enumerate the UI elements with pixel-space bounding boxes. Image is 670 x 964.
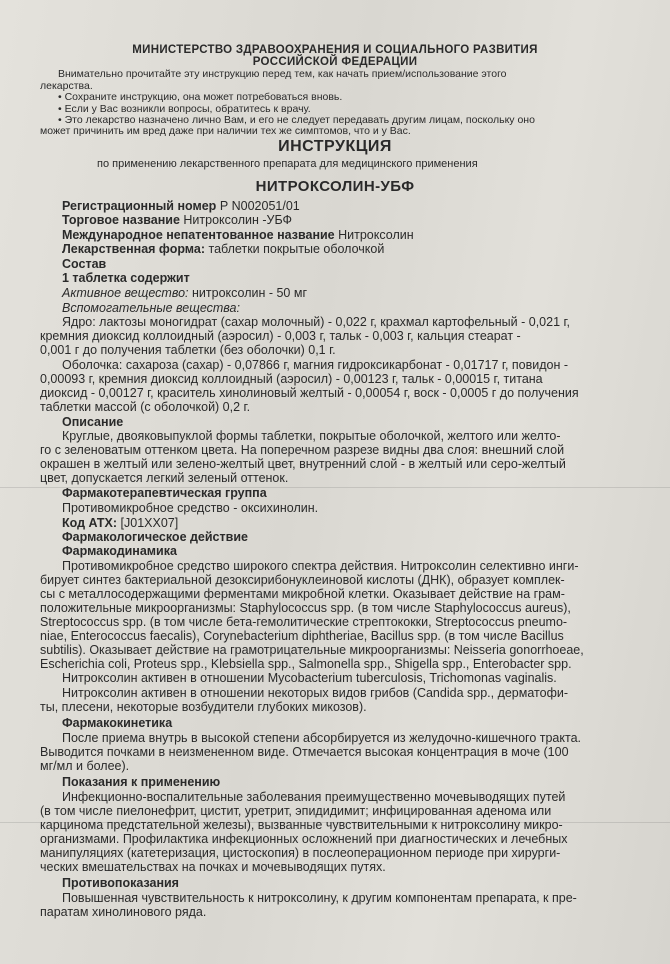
pharm-action-heading-text: Фармакологическое действие bbox=[62, 530, 248, 544]
notice-bullet: • Это лекарство назначено лично Вам, и его не следует передавать другим лицам, поскольку оно bbox=[58, 114, 535, 126]
shell-line: 0,00093 г, кремния диоксид коллоидный (аэросил) - 0,00123 г, тальк - 0,00015 г, титана bbox=[40, 372, 543, 386]
contraindications-heading-text: Противопоказания bbox=[62, 876, 179, 890]
core-line: Ядро: лактозы моногидрат (сахар молочный) - 0,022 г, крахмал картофельный - 0,021 г, bbox=[62, 315, 571, 329]
contraindications-line: паратам хинолинового ряда. bbox=[40, 905, 207, 919]
indications-line: (в том числе пиелонефрит, цистит, уретрит, эпидидимит; инфицированная аденома или bbox=[40, 804, 552, 818]
dosage-form-label: Лекарственная форма: bbox=[62, 242, 206, 256]
pharmacodynamics-heading-text: Фармакодинамика bbox=[62, 544, 177, 558]
atx-code bbox=[62, 516, 178, 530]
shell-line: Оболочка: сахароза (сахар) - 0,07866 г, магния гидроксикарбонат - 0,01717 г, повидон - bbox=[62, 358, 569, 372]
inn-name bbox=[62, 228, 414, 242]
tablet-contains bbox=[62, 271, 190, 285]
shell-line: диоксид - 0,00127 г, краситель хинолиновый желтый - 0,00054 г, воск - 0,0005 г до получения bbox=[40, 386, 579, 400]
inn-value: Нитроксолин bbox=[338, 228, 414, 242]
dosage-form-value: таблетки покрытые оболочкой bbox=[208, 242, 385, 256]
indications-line: карцинома предстательной железы), вызванные чувствительными к нитроксолину микро- bbox=[40, 818, 563, 832]
trade-name-value: Нитроксолин -УБФ bbox=[183, 213, 293, 227]
pharm-action-heading bbox=[62, 530, 248, 544]
pharmacokinetics-heading bbox=[62, 716, 172, 730]
notice-bullet-cont: может причинить им вред даже при наличии тех же симптомов, что и у Вас. bbox=[40, 125, 411, 137]
indications-line: ческих вмешательствах на почках и мочевыводящих путях. bbox=[40, 860, 386, 874]
indications-line: Инфекционно-воспалительные заболевания преимущественно мочевыводящих путей bbox=[62, 790, 566, 804]
pharmacodynamics-line: ты, плесени, некоторые возбудители глубоких микозов). bbox=[40, 700, 367, 714]
pharmacokinetics-heading-text: Фармакокинетика bbox=[62, 716, 173, 730]
pharmacodynamics-line: положительные микроорганизмы: Staphylococcus spp. (в том числе Staphylococcus aureus), bbox=[40, 601, 571, 615]
pharmacodynamics-line: сы с металлосодержащими ферментами микробной клетки. Оказывает действие на грам- bbox=[40, 587, 565, 601]
active-substance-value: нитроксолин - 50 мг bbox=[192, 286, 308, 300]
pharmacodynamics-line: Escherichia coli, Proteus spp., Klebsiella spp., Salmonella spp., Shigella spp., Enterobacter spp. bbox=[40, 657, 572, 671]
registration-number bbox=[62, 199, 300, 213]
description-line: окрашен в желтый или зелено-желтый цвет, внутренний слой - в желтый или серо-желтый bbox=[40, 457, 566, 471]
indications-heading-text: Показания к применению bbox=[62, 775, 221, 789]
drug-name: НИТРОКСОЛИН-УБФ bbox=[255, 178, 415, 195]
pharmacodynamics-line: niae, Enterococcus faecalis), Corynebacterium diphtheriae, Bacillus spp. (в том числе Bacillus bbox=[40, 629, 564, 643]
ministry-line-1: МИНИСТЕРСТВО ЗДРАВООХРАНЕНИЯ И СОЦИАЛЬНОГО РАЗВИТИЯ bbox=[132, 44, 538, 56]
indications-heading bbox=[62, 775, 220, 789]
composition-heading-text: Состав bbox=[62, 257, 107, 271]
pharmacodynamics-line: бирует синтез бактериальной дезоксирибонуклеиновой кислоты (ДНК), образует комплек- bbox=[40, 573, 565, 587]
trade-name bbox=[62, 213, 292, 227]
indications-line: организмами. Профилактика инфекционных осложнений при диагностических и лечебных bbox=[40, 832, 568, 846]
notice-bullet: • Сохраните инструкцию, она может потребоваться вновь. bbox=[58, 91, 343, 103]
pharmacodynamics-line: Streptococcus spp. (в том числе бета-гемолитические стрептококки, Streptococcus pneumo- bbox=[40, 615, 568, 629]
inn-label: Международное непатентованное название bbox=[62, 228, 335, 242]
excipients-label: Вспомогательные вещества: bbox=[62, 301, 240, 315]
pharmacokinetics-line: Выводится почками в неизмененном виде. Отмечается высокая концентрация в моче (100 bbox=[40, 745, 569, 759]
active-substance-label: Активное вещество: bbox=[62, 286, 189, 300]
notice-intro-cont: лекарства. bbox=[40, 80, 93, 92]
atx-label: Код АТХ: bbox=[62, 516, 118, 530]
contraindications-heading bbox=[62, 876, 179, 890]
indications-line: манипуляциях (катетеризация, цистоскопия) в послеоперационном периоде при хирурги- bbox=[40, 846, 561, 860]
registration-label: Регистрационный номер bbox=[62, 199, 217, 213]
trade-name-label: Торговое название bbox=[62, 213, 180, 227]
description-heading bbox=[62, 415, 123, 429]
document-title: ИНСТРУКЦИЯ bbox=[278, 138, 392, 155]
description-line: цвет, допускается легкий зеленый оттенок. bbox=[40, 471, 289, 485]
composition-heading bbox=[62, 257, 106, 271]
pharmacodynamics-heading bbox=[62, 544, 177, 558]
pharmacokinetics-line: мг/мл и более). bbox=[40, 759, 130, 773]
pharm-group-value: Противомикробное средство - оксихинолин. bbox=[62, 501, 319, 515]
pharm-group-heading-text: Фармакотерапевтическая группа bbox=[62, 486, 267, 500]
pharmacodynamics-line: subtilis). Оказывает действие на грамотрицательные микроорганизмы: Neisseria gonorrhoeae, bbox=[40, 643, 584, 657]
atx-value: [J01XX07] bbox=[120, 516, 179, 530]
notice-intro: Внимательно прочитайте эту инструкцию перед тем, как начать прием/использование этого bbox=[58, 68, 507, 80]
notice-bullet: • Если у Вас возникли вопросы, обратитесь к врачу. bbox=[58, 103, 311, 115]
pharmacokinetics-line: После приема внутрь в высокой степени абсорбируется из желудочно-кишечного тракта. bbox=[62, 731, 581, 745]
pharmacodynamics-line: Противомикробное средство широкого спектра действия. Нитроксолин селективно инги- bbox=[62, 559, 579, 573]
description-heading-text: Описание bbox=[62, 415, 124, 429]
ministry-line-2: РОССИЙСКОЙ ФЕДЕРАЦИИ bbox=[252, 56, 418, 68]
document-subtitle: по применению лекарственного препарата для медицинского применения bbox=[97, 158, 478, 170]
pharmacodynamics-line: Нитроксолин активен в отношении Mycobacterium tuberculosis, Trichomonas vaginalis. bbox=[62, 671, 557, 685]
registration-value: Р N002051/01 bbox=[219, 199, 300, 213]
active-substance bbox=[62, 286, 307, 300]
description-line: го с зеленоватым оттенком цвета. На поперечном разрезе видны два слоя: внешний слой bbox=[40, 443, 565, 457]
core-line: 0,001 г до получения таблетки (без оболочки) 0,1 г. bbox=[40, 343, 336, 357]
tablet-contains-text: 1 таблетка содержит bbox=[62, 271, 190, 285]
dosage-form bbox=[62, 242, 384, 256]
contraindications-line: Повышенная чувствительность к нитроксолину, к другим компонентам препарата, к пре- bbox=[62, 891, 577, 905]
core-line: кремния диоксид коллоидный (аэросил) - 0,003 г, тальк - 0,003 г, кальция стеарат - bbox=[40, 329, 521, 343]
pharmacodynamics-line: Нитроксолин активен в отношении некоторых видов грибов (Candida spp., дерматофи- bbox=[62, 686, 568, 700]
description-line: Круглые, двояковыпуклой формы таблетки, покрытые оболочкой, желтого или желто- bbox=[62, 429, 561, 443]
pharm-group-heading bbox=[62, 486, 267, 500]
shell-line: таблетки массой (с оболочкой) 0,2 г. bbox=[40, 400, 251, 414]
